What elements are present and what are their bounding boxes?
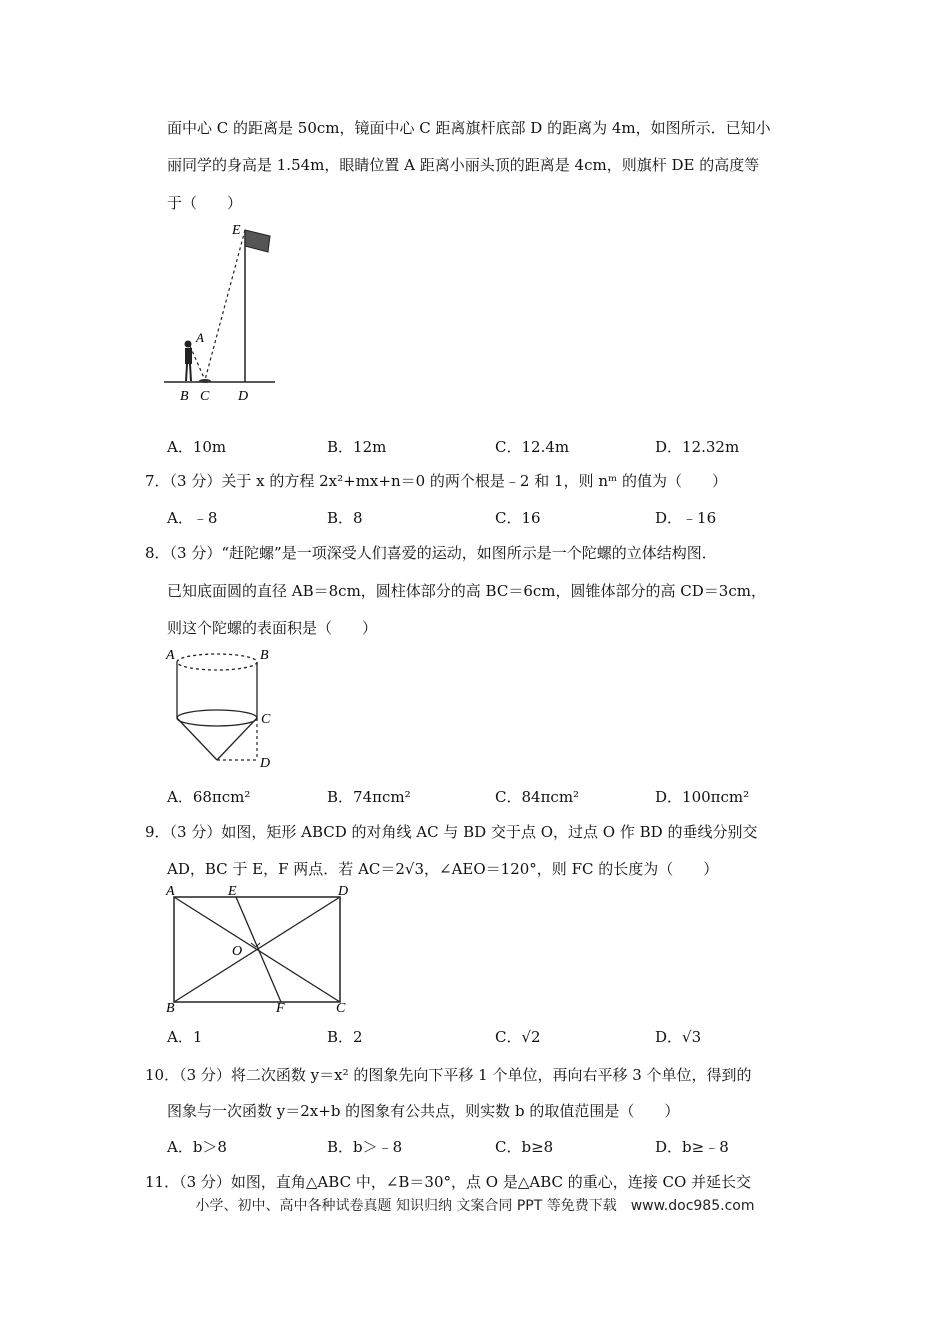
q7-option-b[interactable]: B．8 xyxy=(327,509,363,527)
q10-option-b[interactable]: B．b＞﹣8 xyxy=(327,1138,403,1156)
label-b: B xyxy=(166,1001,175,1015)
label-b: B xyxy=(260,648,269,663)
q6-option-d[interactable]: D．12.32m xyxy=(655,438,740,456)
q9-option-d[interactable]: D．√3 xyxy=(655,1028,702,1046)
rectangle-figure xyxy=(160,885,360,1015)
q8-option-b[interactable]: B．74πcm² xyxy=(327,788,411,806)
q8-option-a[interactable]: A．68πcm² xyxy=(167,788,251,806)
q9-option-b[interactable]: B．2 xyxy=(327,1028,363,1046)
q7-option-c[interactable]: C．16 xyxy=(495,509,541,527)
label-e: E xyxy=(232,223,241,238)
q6-option-a[interactable]: A．10m xyxy=(167,438,227,456)
page-footer: 小学、初中、高中各种试卷真题 知识归纳 文案合同 PPT 等免费下载 www.doc985.com xyxy=(195,1198,755,1214)
label-c: C xyxy=(200,389,210,404)
label-a: A xyxy=(196,330,204,345)
label-d: D xyxy=(260,756,271,771)
label-o: O xyxy=(232,944,243,959)
label-d: D xyxy=(238,389,249,404)
label-c: C xyxy=(336,1001,346,1015)
q6-line2: 丽同学的身高是 1.54m，眼睛位置 A 距离小丽头顶的距离是 4cm，则旗杆 DE 的高度等 xyxy=(167,156,760,174)
label-d: D xyxy=(338,885,349,899)
q10-option-a[interactable]: A．b＞8 xyxy=(167,1138,227,1156)
q8-line2: 已知底面圆的直径 AB＝8cm，圆柱体部分的高 BC＝6cm，圆锥体部分的高 CD＝3cm， xyxy=(167,582,766,600)
q10-line1: 10．（3 分）将二次函数 y＝x² 的图象先向下平移 1 个单位，再向右平移 3 个单位，得到的 xyxy=(145,1066,752,1084)
label-c: C xyxy=(261,712,271,727)
q7-option-a[interactable]: A．﹣8 xyxy=(167,509,218,527)
q9-line1: 9．（3 分）如图，矩形 ABCD 的对角线 AC 与 BD 交于点 O，过点 O 作 BD 的垂线分别交 xyxy=(145,823,758,841)
q7-option-d[interactable]: D．﹣16 xyxy=(655,509,717,527)
label-e: E xyxy=(228,885,237,899)
label-f: F xyxy=(276,1001,285,1015)
q9-option-a[interactable]: A．1 xyxy=(167,1028,203,1046)
q10-line2: 图象与一次函数 y＝2x+b 的图象有公共点，则实数 b 的取值范围是（ ） xyxy=(167,1102,680,1120)
q8-line3: 则这个陀螺的表面积是（ ） xyxy=(167,619,378,637)
q9-line2: AD，BC 于 E，F 两点．若 AC＝2√3，∠AEO＝120°，则 FC 的长度为（ ） xyxy=(167,860,719,878)
spinning-top-figure xyxy=(160,645,290,775)
q10-option-d[interactable]: D．b≥﹣8 xyxy=(655,1138,729,1156)
q8-option-d[interactable]: D．100πcm² xyxy=(655,788,750,806)
q6-option-b[interactable]: B．12m xyxy=(327,438,387,456)
label-a: A xyxy=(166,885,175,899)
label-a: A xyxy=(166,648,175,663)
label-b: B xyxy=(180,389,189,404)
q6-option-c[interactable]: C．12.4m xyxy=(495,438,570,456)
q8-line1: 8．（3 分）“赶陀螺”是一项深受人们喜爱的运动，如图所示是一个陀螺的立体结构图． xyxy=(145,544,717,562)
q9-option-c[interactable]: C．√2 xyxy=(495,1028,541,1046)
q7-stem: 7．（3 分）关于 x 的方程 2x²+mx+n＝0 的两个根是﹣2 和 1，则 nᵐ 的值为（ ） xyxy=(145,472,727,490)
q6-line1: 面中心 C 的距离是 50cm，镜面中心 C 距离旗杆底部 D 的距离为 4m，如图所示．已知小 xyxy=(167,119,771,137)
flagpole-figure xyxy=(160,220,290,405)
q6-line3: 于（ ） xyxy=(167,194,243,212)
q10-option-c[interactable]: C．b≥8 xyxy=(495,1138,554,1156)
q8-option-c[interactable]: C．84πcm² xyxy=(495,788,580,806)
q11-line1: 11．（3 分）如图，直角△ABC 中，∠B＝30°，点 O 是△ABC 的重心，连接 CO 并延长交 xyxy=(145,1173,752,1191)
